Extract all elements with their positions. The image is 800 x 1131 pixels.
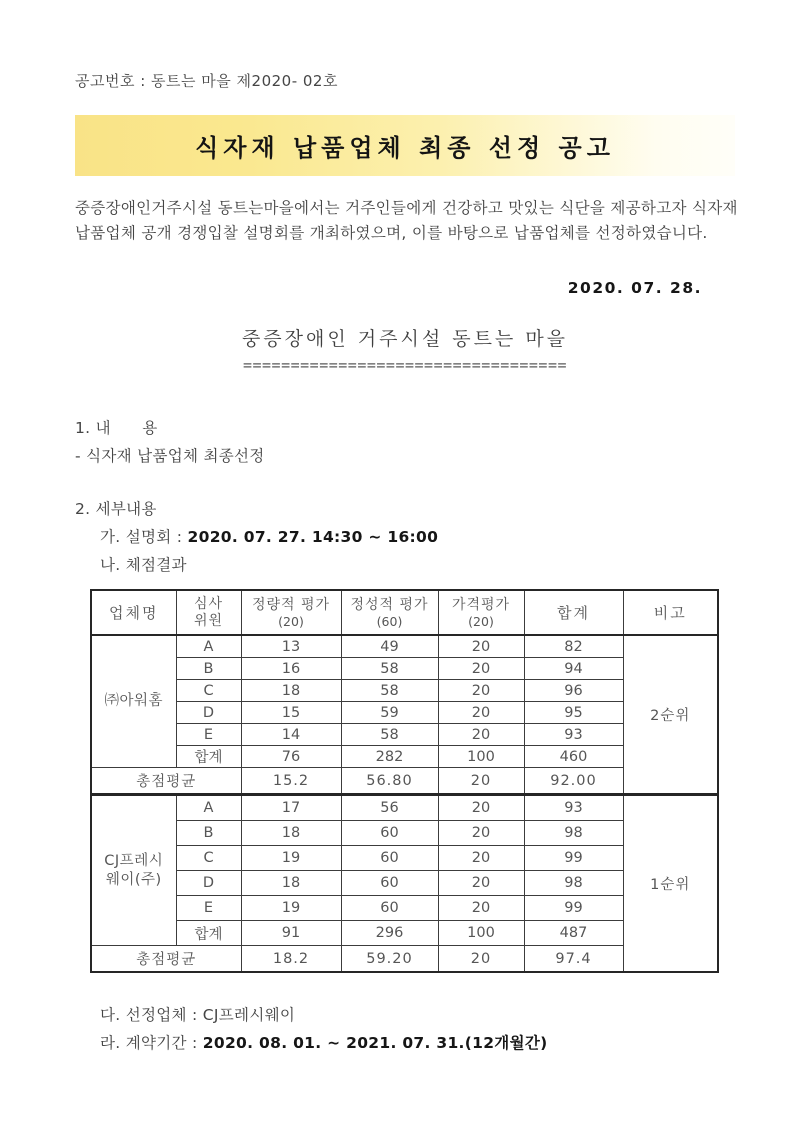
announcement-date: 2020. 07. 28. <box>567 279 702 297</box>
judge-cell: D <box>176 702 241 724</box>
item-a-label: 가. 설명회 : <box>100 528 188 546</box>
qual-score-cell: 58 <box>341 658 438 680</box>
table-row <box>91 635 718 658</box>
average-label-cell: 총점평균 <box>91 768 241 795</box>
price-score-cell: 20 <box>438 821 524 846</box>
header-price-label: 가격평가 <box>451 596 511 613</box>
sum-score-cell: 487 <box>524 921 623 946</box>
header-quant-points: (20) <box>278 613 304 629</box>
announcement-number: 공고번호 : 동트는 마을 제2020- 02호 <box>75 72 338 90</box>
section-3-item-d <box>75 1029 735 1057</box>
item-d-period: 2020. 08. 01. ~ 2021. 07. 31.(12개월간) <box>202 1034 548 1052</box>
sum-score-cell: 82 <box>524 635 623 658</box>
judge-cell: A <box>176 795 241 821</box>
subtotal-label-cell: 합계 <box>176 746 241 768</box>
header-judge <box>176 590 241 635</box>
title-banner <box>75 115 735 176</box>
sum-score-cell: 94 <box>524 658 623 680</box>
header-judge-line1: 심사 <box>193 595 224 612</box>
subtotal-label-cell: 합계 <box>176 921 241 946</box>
item-d-label: 라. 계약기간 : <box>100 1034 203 1052</box>
price-score-cell: 20 <box>438 702 524 724</box>
quant-score-cell: 18 <box>241 821 341 846</box>
qual-score-cell: 58 <box>341 680 438 702</box>
qual-score-cell: 60 <box>341 896 438 921</box>
judge-cell: B <box>176 821 241 846</box>
section-1 <box>75 414 735 470</box>
qual-score-cell: 58 <box>341 724 438 746</box>
quant-score-cell: 76 <box>241 746 341 768</box>
price-average-cell: 20 <box>438 946 524 973</box>
company-name-cell <box>91 635 176 768</box>
quant-score-cell: 19 <box>241 846 341 871</box>
header-row <box>91 590 718 635</box>
section-3-item-c: 다. 선정업체 : CJ프레시웨이 <box>100 1006 296 1024</box>
sum-score-cell: 95 <box>524 702 623 724</box>
header-price <box>438 590 524 635</box>
quant-average-cell: 18.2 <box>241 946 341 973</box>
sum-average-cell: 97.4 <box>524 946 623 973</box>
price-score-cell: 20 <box>438 795 524 821</box>
quant-score-cell: 91 <box>241 921 341 946</box>
judge-cell: B <box>176 658 241 680</box>
table-row <box>91 795 718 821</box>
section-2 <box>75 495 735 579</box>
price-score-cell: 20 <box>438 846 524 871</box>
qual-score-cell: 49 <box>341 635 438 658</box>
price-score-cell: 100 <box>438 746 524 768</box>
price-score-cell: 20 <box>438 635 524 658</box>
company-name-cell <box>91 795 176 946</box>
company-name-line2: 웨이(주) <box>105 871 162 888</box>
judge-cell: E <box>176 724 241 746</box>
judge-cell: A <box>176 635 241 658</box>
company-name-line1: ㈜아워홈 <box>104 693 164 709</box>
quant-score-cell: 13 <box>241 635 341 658</box>
quant-score-cell: 19 <box>241 896 341 921</box>
sum-score-cell: 99 <box>524 896 623 921</box>
qual-score-cell: 60 <box>341 846 438 871</box>
header-total: 합계 <box>524 590 623 635</box>
intro-paragraph: 중증장애인거주시설 동트는마을에서는 거주인들에게 건강하고 맛있는 식단을 제공하고자 식자재납품업체 공개 경쟁입찰 설명회를 개최하였으며, 이를 바탕으로 납품업체를 선정하였습니다. <box>75 199 738 242</box>
sum-score-cell: 460 <box>524 746 623 768</box>
quant-score-cell: 15 <box>241 702 341 724</box>
judge-cell: C <box>176 680 241 702</box>
price-average-cell: 20 <box>438 768 524 795</box>
section-1-item: - 식자재 납품업체 최종선정 <box>75 447 265 465</box>
qual-average-cell: 59.20 <box>341 946 438 973</box>
sum-score-cell: 93 <box>524 795 623 821</box>
price-score-cell: 20 <box>438 896 524 921</box>
quant-average-cell: 15.2 <box>241 768 341 795</box>
price-score-cell: 20 <box>438 724 524 746</box>
price-score-cell: 20 <box>438 680 524 702</box>
rank-cell: 2순위 <box>623 635 718 795</box>
header-qual-label: 정성적 평가 <box>350 596 429 613</box>
quant-score-cell: 18 <box>241 680 341 702</box>
average-label-cell: 총점평균 <box>91 946 241 973</box>
header-note: 비고 <box>623 590 718 635</box>
sum-average-cell: 92.00 <box>524 768 623 795</box>
quant-score-cell: 18 <box>241 871 341 896</box>
price-score-cell: 100 <box>438 921 524 946</box>
qual-average-cell: 56.80 <box>341 768 438 795</box>
qual-score-cell: 56 <box>341 795 438 821</box>
judge-cell: D <box>176 871 241 896</box>
company-name-line1: CJ프레시 <box>104 852 164 869</box>
qual-score-cell: 60 <box>341 871 438 896</box>
item-a-datetime: 2020. 07. 27. 14:30 ~ 16:00 <box>187 528 439 546</box>
judge-cell: C <box>176 846 241 871</box>
header-price-points: (20) <box>468 613 494 629</box>
score-table <box>90 589 719 973</box>
rank-cell: 1순위 <box>623 795 718 973</box>
qual-score-cell: 282 <box>341 746 438 768</box>
document-title: 식자재 납품업체 최종 선정 공고 <box>195 134 615 162</box>
qual-score-cell: 60 <box>341 821 438 846</box>
price-score-cell: 20 <box>438 871 524 896</box>
section-2-item-b: 나. 체점결과 <box>100 556 187 574</box>
section-2-title: 2. 세부내용 <box>75 500 157 518</box>
sum-score-cell: 99 <box>524 846 623 871</box>
quant-score-cell: 14 <box>241 724 341 746</box>
section-2-item-a <box>75 523 735 551</box>
price-score-cell: 20 <box>438 658 524 680</box>
judge-cell: E <box>176 896 241 921</box>
organization-name: 중증장애인 거주시설 동트는 마을 <box>241 328 569 350</box>
header-judge-line2: 위원 <box>193 612 224 629</box>
section-3 <box>75 1001 735 1057</box>
sum-score-cell: 98 <box>524 821 623 846</box>
sum-score-cell: 96 <box>524 680 623 702</box>
header-quant-label: 정량적 평가 <box>251 596 331 613</box>
qual-score-cell: 296 <box>341 921 438 946</box>
qual-score-cell: 59 <box>341 702 438 724</box>
quant-score-cell: 17 <box>241 795 341 821</box>
header-qualitative <box>341 590 438 635</box>
section-1-title: 1. 내 용 <box>75 419 158 437</box>
quant-score-cell: 16 <box>241 658 341 680</box>
header-quantitative <box>241 590 341 635</box>
sum-score-cell: 98 <box>524 871 623 896</box>
header-company: 업체명 <box>91 590 176 635</box>
header-qual-points: (60) <box>376 613 403 629</box>
equals-divider: ================================== <box>242 356 568 374</box>
sum-score-cell: 93 <box>524 724 623 746</box>
